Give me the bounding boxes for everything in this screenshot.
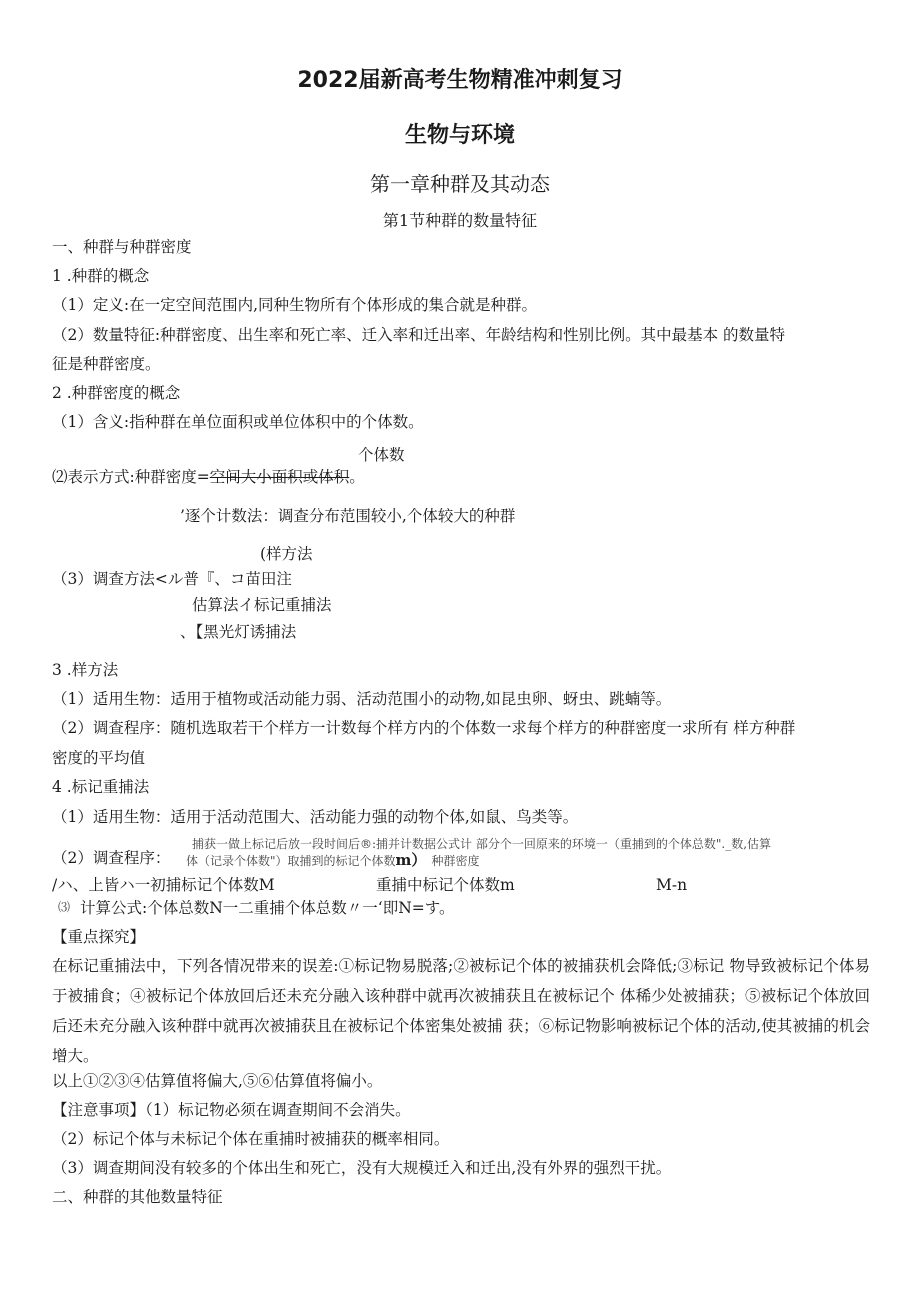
item1-title: 1 .种群的概念 <box>52 267 150 285</box>
formula-denominator: 空间大小面积或体积 <box>209 468 350 486</box>
main-title: 2022届新高考生物精准冲刺复习 <box>297 68 623 93</box>
item4-initial-mark-line: /ハ、上皆ハ一初捕标记个体数M <box>52 876 275 894</box>
item3-applies: （1）适用生物：适用于植物或活动能力弱、活动范围小的动物,如昆虫卵、蚜虫、跳蝻等。 <box>52 690 672 708</box>
methods-light-line: 、【黑光灯诱捕法 <box>180 623 297 641</box>
item3-procedure-line1: （2）调查程序：随机选取若干个样方一计数每个样方内的个体数一求每个样方的种群密度一求所有 样方种群 <box>52 719 796 737</box>
item2-meaning: （1）含义:指种群在单位面积或单位体积中的个体数。 <box>52 413 424 431</box>
item2-title: 2 .种群密度的概念 <box>52 384 181 402</box>
subject-title: 生物与环境 <box>404 123 515 148</box>
item4-recapture-line: 重捕中标记个体数m <box>376 876 515 894</box>
item4-ratio: M-n <box>656 876 688 894</box>
methods-main-line: （3）调查方法<ル普『、コ苗田注 <box>52 570 292 588</box>
item4-procedure-small-line2: 体（记录个体数"）取捕到的标记个体数 <box>186 854 396 868</box>
item4-procedure-bold: m） <box>395 851 427 869</box>
formula-suffix: 。 <box>349 468 365 486</box>
section2-heading: 二、种群的其他数量特征 <box>52 1188 223 1206</box>
notes-heading: 【注意事项】（1）标记物必须在调查期间不会消失。 <box>52 1101 411 1119</box>
item4-procedure-small-line1: 捕获一做上标记后放一段时间后®:捕并计数据公式计 部分个一回原来的环境一（重捕到的个体总数"._数,估算 <box>192 837 772 851</box>
item3-procedure-line2: 密度的平均值 <box>52 749 146 767</box>
key-points-paragraph: 在标记重捕法中，下列各情况带来的误差:①标记物易脱落;②被标记个体的被捕获机会降低;③标记 物导致被标记个体易于被捕食；④被标记个体放回后还未充分融入该种群中就再次被捕获且在被标记个 体稀少处被捕获；⑤被标记个体放回后还未充分融入该种群中就再次被捕获且在被标记个体密集处被捕 获；⑥标记物影响被标记个体的活动,使其被捕的机会增大。 <box>52 957 870 1065</box>
formula-prefix: ⑵表示方式:种群密度= <box>52 468 210 486</box>
notes-item3: （3）调查期间没有较多的个体出生和死亡，没有大规模迁入和迁出,没有外界的强烈干扰。 <box>52 1159 672 1177</box>
item4-procedure-small-line2-wrap <box>186 850 480 869</box>
formula-numerator: 个体数 <box>358 446 405 464</box>
item4-formula: 计算公式:个体总数N一二重捕个体总数〃一‘即N=す。 <box>80 899 455 917</box>
methods-sample-line: (样方法 <box>260 545 313 563</box>
item4-formula-index: ⑶ <box>58 900 71 914</box>
methods-estimate-line: 估算法イ标记重捕法 <box>192 596 332 614</box>
chapter-title: 第一章种群及其动态 <box>370 172 550 196</box>
formula-line <box>52 468 365 487</box>
item4-procedure-label: （2）调查程序： <box>52 849 171 867</box>
item3-title: 3 .样方法 <box>52 661 119 679</box>
section1-heading: 一、种群与种群密度 <box>52 238 192 256</box>
notes-item2: （2）标记个体与未标记个体在重捕时被捕获的概率相同。 <box>52 1130 450 1148</box>
item4-title: 4 .标记重捕法 <box>52 778 150 796</box>
key-points-conclusion: 以上①②③④估算值将偏大,⑤⑥估算值将偏小。 <box>52 1072 383 1090</box>
item1-feature-line1: （2）数量特征:种群密度、出生率和死亡率、迁入率和迁出率、年龄结构和性别比例。其中最基本 的数量特 <box>52 326 786 344</box>
key-points-heading: 【重点探究】 <box>52 928 146 946</box>
item4-procedure-small-line3: 种群密度 <box>431 854 480 868</box>
item4-applies: （1）适用生物：适用于活动范围大、活动能力强的动物个体,如鼠、鸟类等。 <box>52 808 579 826</box>
item1-feature-line2: 征是种群密度。 <box>52 355 161 373</box>
item1-definition: （1）定义:在一定空间范围内,同种生物所有个体形成的集合就是种群。 <box>52 296 538 314</box>
methods-count-line: ’逐个计数法：调查分布范围较小,个体较大的种群 <box>180 507 516 525</box>
section-title: 第1节种群的数量特征 <box>382 211 538 230</box>
